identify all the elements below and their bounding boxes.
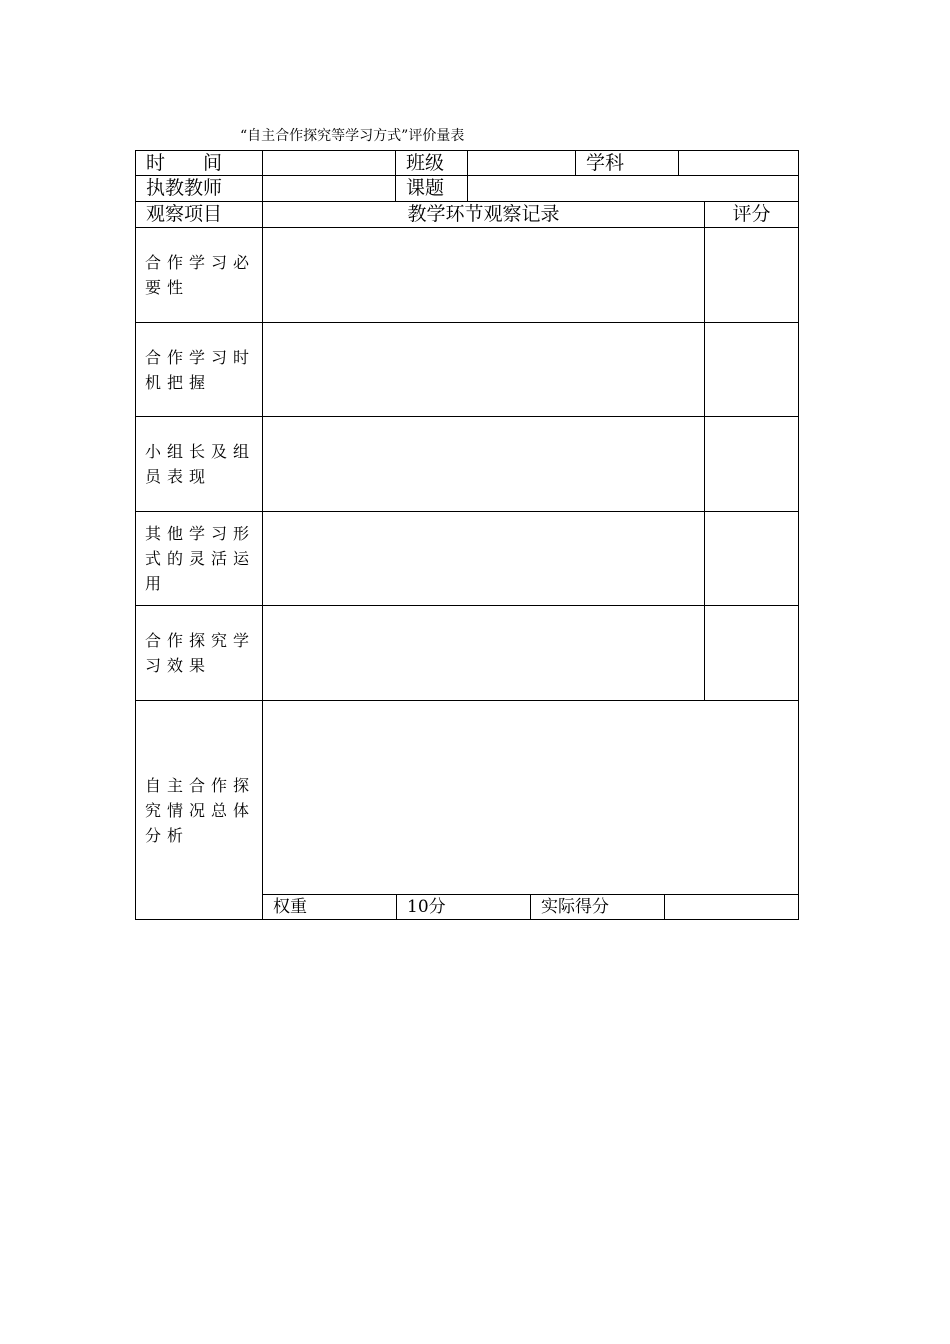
actual-score-value-cell[interactable] — [664, 894, 799, 920]
row-label-cell — [135, 416, 263, 512]
record-column-header — [262, 201, 705, 228]
subject-label-cell — [575, 150, 679, 176]
time-label-cell — [135, 150, 263, 176]
summary-analysis-cell[interactable] — [262, 700, 799, 895]
row-label-cell — [135, 605, 263, 701]
row-record-cell[interactable] — [262, 511, 705, 606]
topic-label-cell — [395, 175, 468, 202]
row-label-cell — [135, 511, 263, 606]
topic-label: 课题 — [406, 177, 445, 199]
row-label: 小组长及组员表现 — [145, 442, 256, 486]
row-record-cell[interactable] — [262, 227, 705, 323]
time-label: 时 间 — [146, 152, 223, 174]
subject-label: 学科 — [586, 152, 625, 174]
score-column-label: 评分 — [732, 203, 771, 225]
teacher-value-cell[interactable] — [262, 175, 396, 202]
page-title: “自主合作探究等学习方式”评价量表 — [240, 128, 465, 144]
record-column-label: 教学环节观察记录 — [407, 203, 560, 225]
teacher-label-cell — [135, 175, 263, 202]
class-label-cell — [395, 150, 468, 176]
summary-label-cell — [135, 700, 263, 920]
row-record-cell[interactable] — [262, 416, 705, 512]
score-column-header — [704, 201, 799, 228]
row-label: 合作学习时机把握 — [145, 347, 256, 392]
topic-value-cell[interactable] — [467, 175, 799, 202]
row-label: 合作探究学习效果 — [145, 631, 256, 675]
row-label-cell — [135, 227, 263, 323]
summary-label: 自主合作探究情况总体分析 — [145, 775, 256, 845]
row-score-cell[interactable] — [704, 511, 799, 606]
subject-value-cell[interactable] — [678, 150, 799, 176]
time-value-cell[interactable] — [262, 150, 396, 176]
row-score-cell[interactable] — [704, 605, 799, 701]
row-label: 其他学习形式的灵活运用 — [145, 524, 256, 593]
teacher-label: 执教教师 — [146, 177, 223, 199]
item-column-header — [135, 201, 263, 228]
weight-label-cell — [262, 894, 397, 920]
class-label: 班级 — [406, 152, 445, 174]
weight-value-cell — [396, 894, 531, 920]
weight-value: 10分 — [407, 897, 446, 917]
row-label-cell — [135, 322, 263, 417]
actual-score-label: 实际得分 — [541, 897, 609, 917]
row-score-cell[interactable] — [704, 227, 799, 323]
item-column-label: 观察项目 — [146, 203, 223, 225]
row-score-cell[interactable] — [704, 416, 799, 512]
row-score-cell[interactable] — [704, 322, 799, 417]
class-value-cell[interactable] — [467, 150, 576, 176]
weight-label: 权重 — [273, 897, 307, 917]
actual-score-label-cell — [530, 894, 665, 920]
row-record-cell[interactable] — [262, 605, 705, 701]
row-record-cell[interactable] — [262, 322, 705, 417]
row-label: 合作学习必要性 — [145, 253, 256, 297]
